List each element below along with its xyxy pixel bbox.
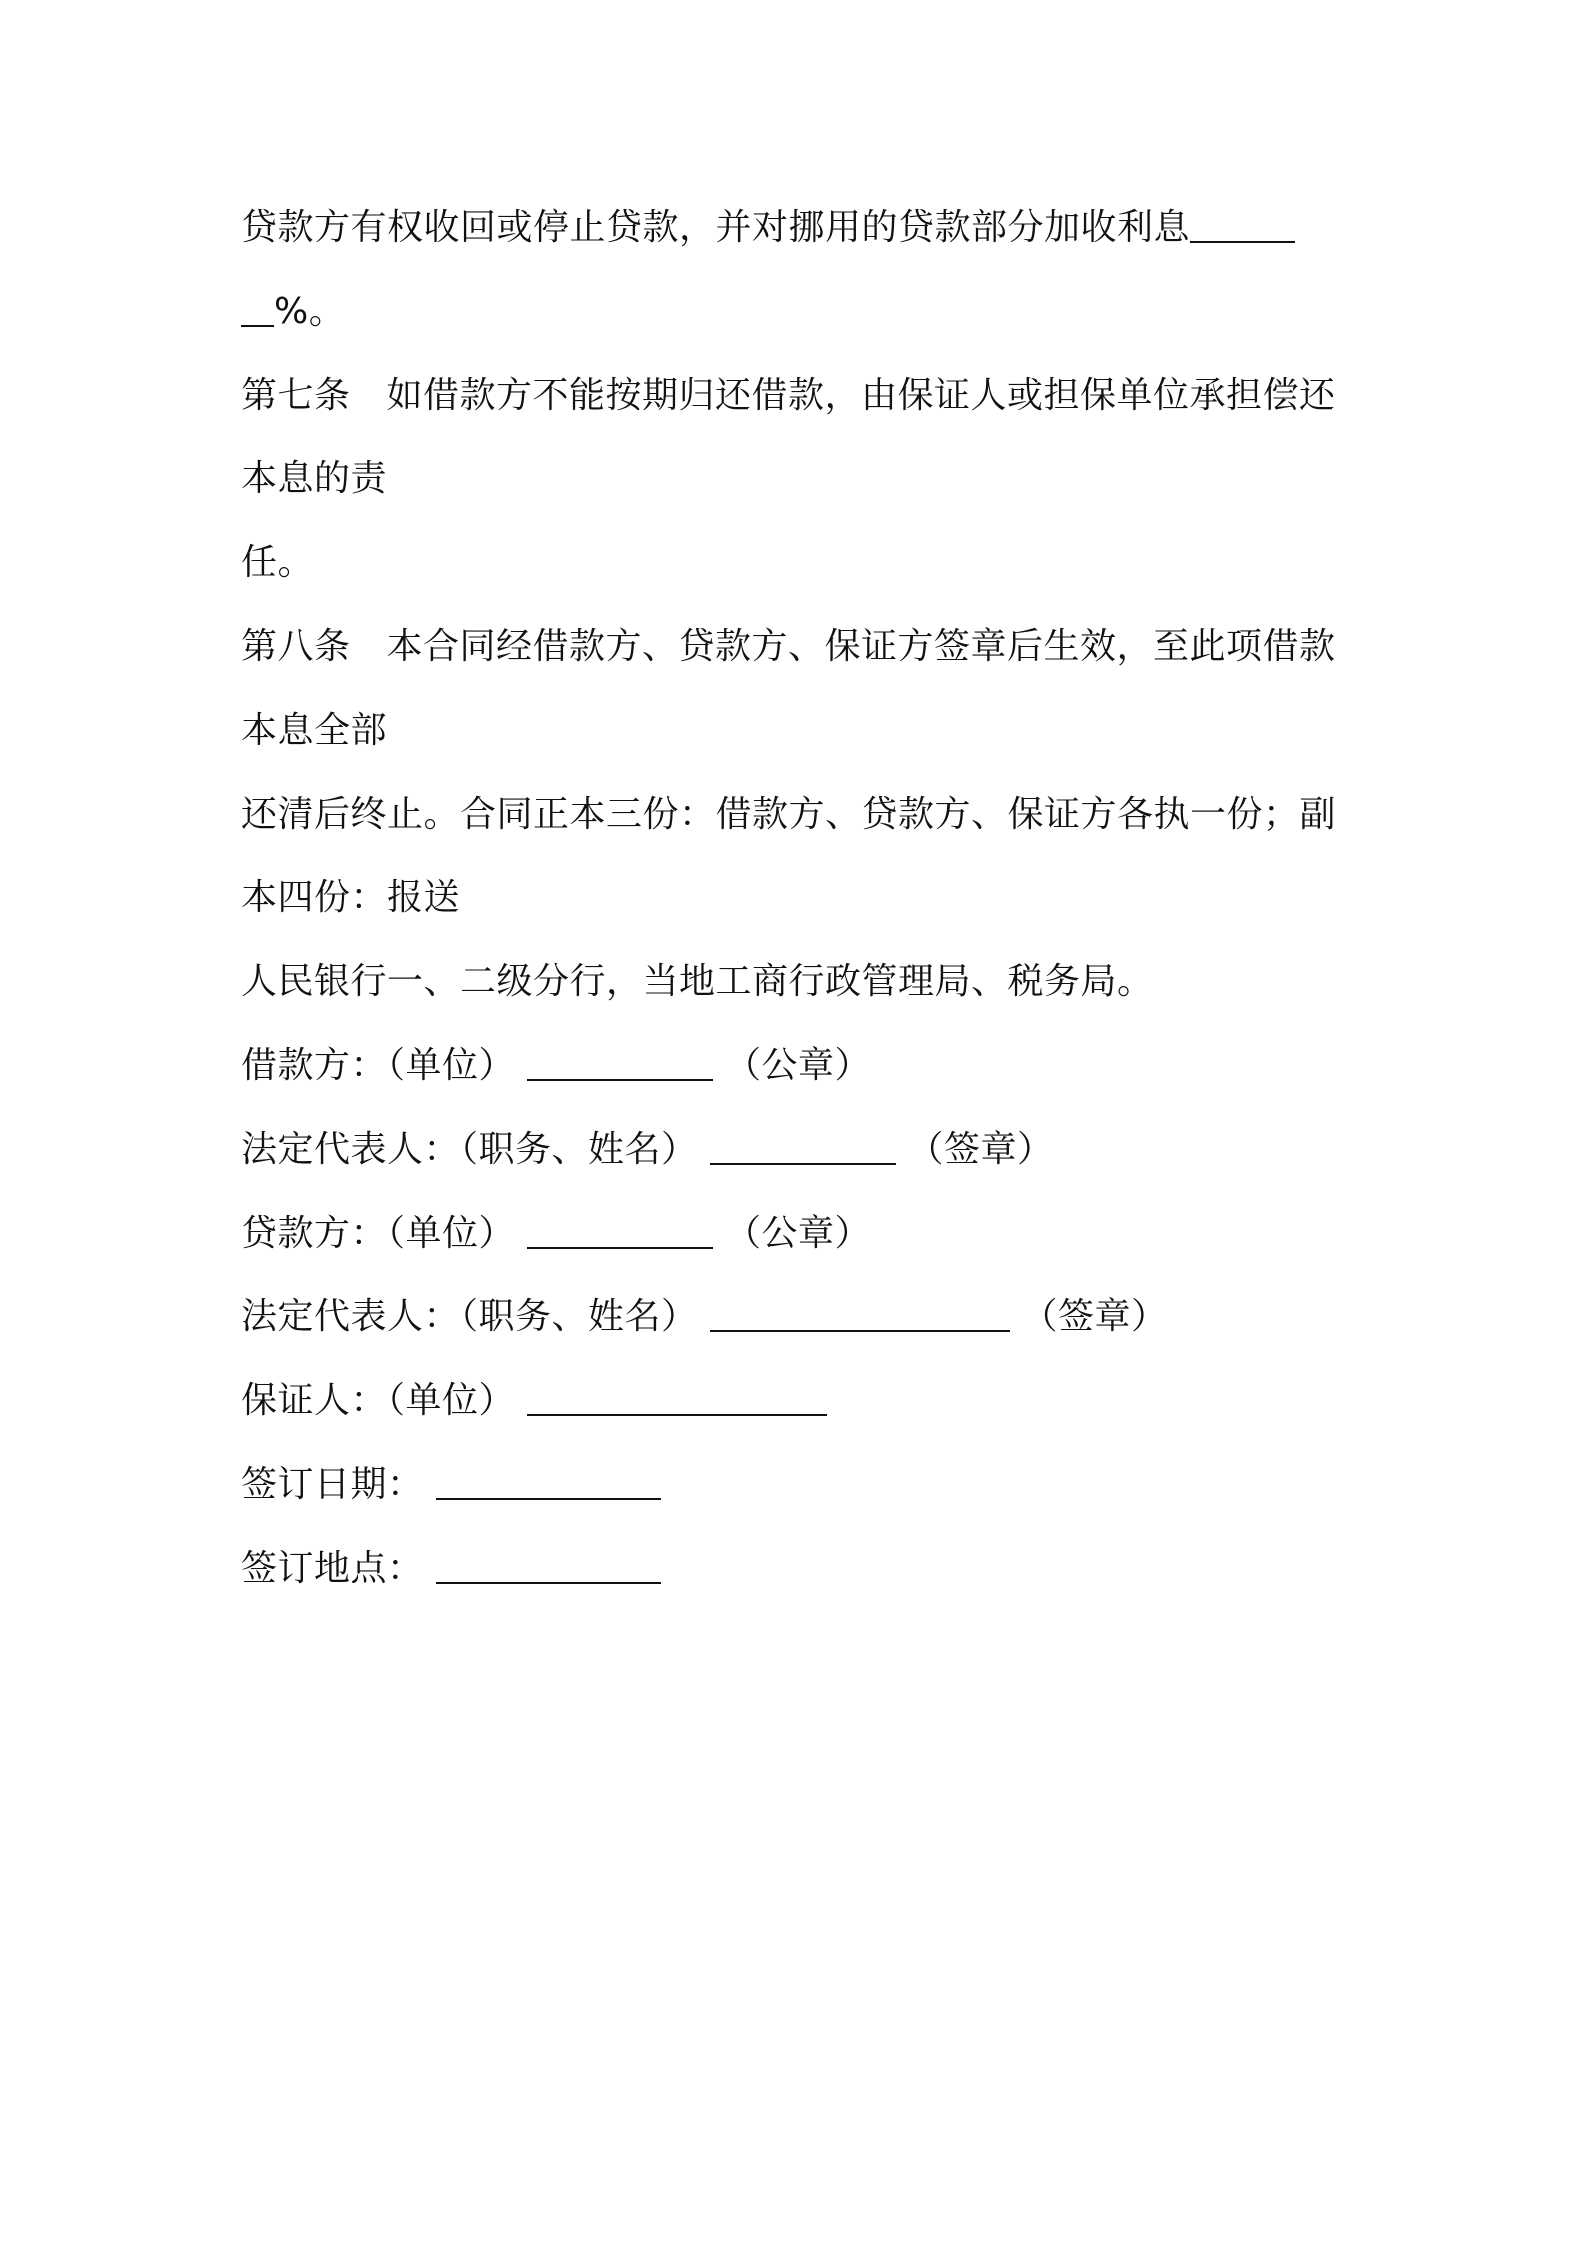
borrower-blank: [527, 1039, 713, 1081]
lender-label: 贷款方：（单位）: [241, 1212, 516, 1254]
guarantor-label: 保证人：（单位）: [241, 1380, 516, 1422]
lender-rep-line: [241, 1287, 1361, 1371]
article-8-text: 本合同经借款方、贷款方、保证方签章后生效，至此项借款: [386, 625, 1336, 667]
article-7-label: 第七条: [241, 374, 351, 416]
paragraph-line: [241, 701, 1361, 785]
paragraph-line: [241, 449, 1361, 533]
borrower-rep-blank: [710, 1123, 896, 1165]
paragraph-line: [241, 952, 1361, 1036]
text-run: 本息的责: [241, 458, 388, 500]
guarantor-blank: [527, 1374, 827, 1416]
text-run: 人民银行一、二级分行，当地工商行政管理局、税务局。: [241, 961, 1154, 1003]
article-8-line: [241, 617, 1361, 701]
place-label: 签订地点：: [241, 1547, 424, 1589]
lender-seal: （公章）: [725, 1212, 872, 1254]
place-blank: [436, 1542, 661, 1584]
lender-rep-label: 法定代表人：（职务、姓名）: [241, 1296, 698, 1338]
lender-rep-seal: （签章）: [1021, 1296, 1168, 1338]
borrower-rep-seal: （签章）: [907, 1128, 1054, 1170]
text-run: 本息全部: [241, 709, 388, 751]
article-8-label: 第八条: [241, 625, 351, 667]
text-run: %。: [274, 290, 346, 332]
date-line: [241, 1455, 1361, 1539]
date-label: 签订日期：: [241, 1463, 424, 1505]
text-run: 任。: [241, 542, 315, 584]
borrower-line: [241, 1036, 1361, 1120]
text-run: 贷款方有权收回或停止贷款，并对挪用的贷款部分加收利息: [241, 207, 1191, 248]
lender-blank: [527, 1207, 713, 1249]
paragraph-line: [241, 533, 1361, 617]
paragraph-line: [241, 198, 1361, 282]
borrower-label: 借款方：（单位）: [241, 1044, 516, 1086]
text-run: 本四份：报送: [241, 877, 461, 919]
blank-interest-rate-cont: [241, 285, 274, 327]
article-7-text: 如借款方不能按期归还借款，由保证人或担保单位承担偿还: [386, 374, 1336, 416]
borrower-rep-line: [241, 1120, 1361, 1204]
paragraph-line: [241, 282, 1361, 366]
place-line: [241, 1539, 1361, 1623]
lender-rep-blank: [710, 1290, 1010, 1332]
paragraph-line: [241, 785, 1361, 869]
paragraph-line: [241, 868, 1361, 952]
guarantor-line: [241, 1371, 1361, 1455]
date-blank: [436, 1458, 661, 1500]
borrower-rep-label: 法定代表人：（职务、姓名）: [241, 1128, 698, 1170]
lender-line: [241, 1204, 1361, 1288]
text-run: 还清后终止。合同正本三份：借款方、贷款方、保证方各执一份；副: [241, 793, 1337, 835]
document-body: [241, 198, 1361, 1623]
borrower-seal: （公章）: [725, 1044, 872, 1086]
article-7-line: [241, 366, 1361, 450]
blank-interest-rate: [1190, 201, 1295, 243]
